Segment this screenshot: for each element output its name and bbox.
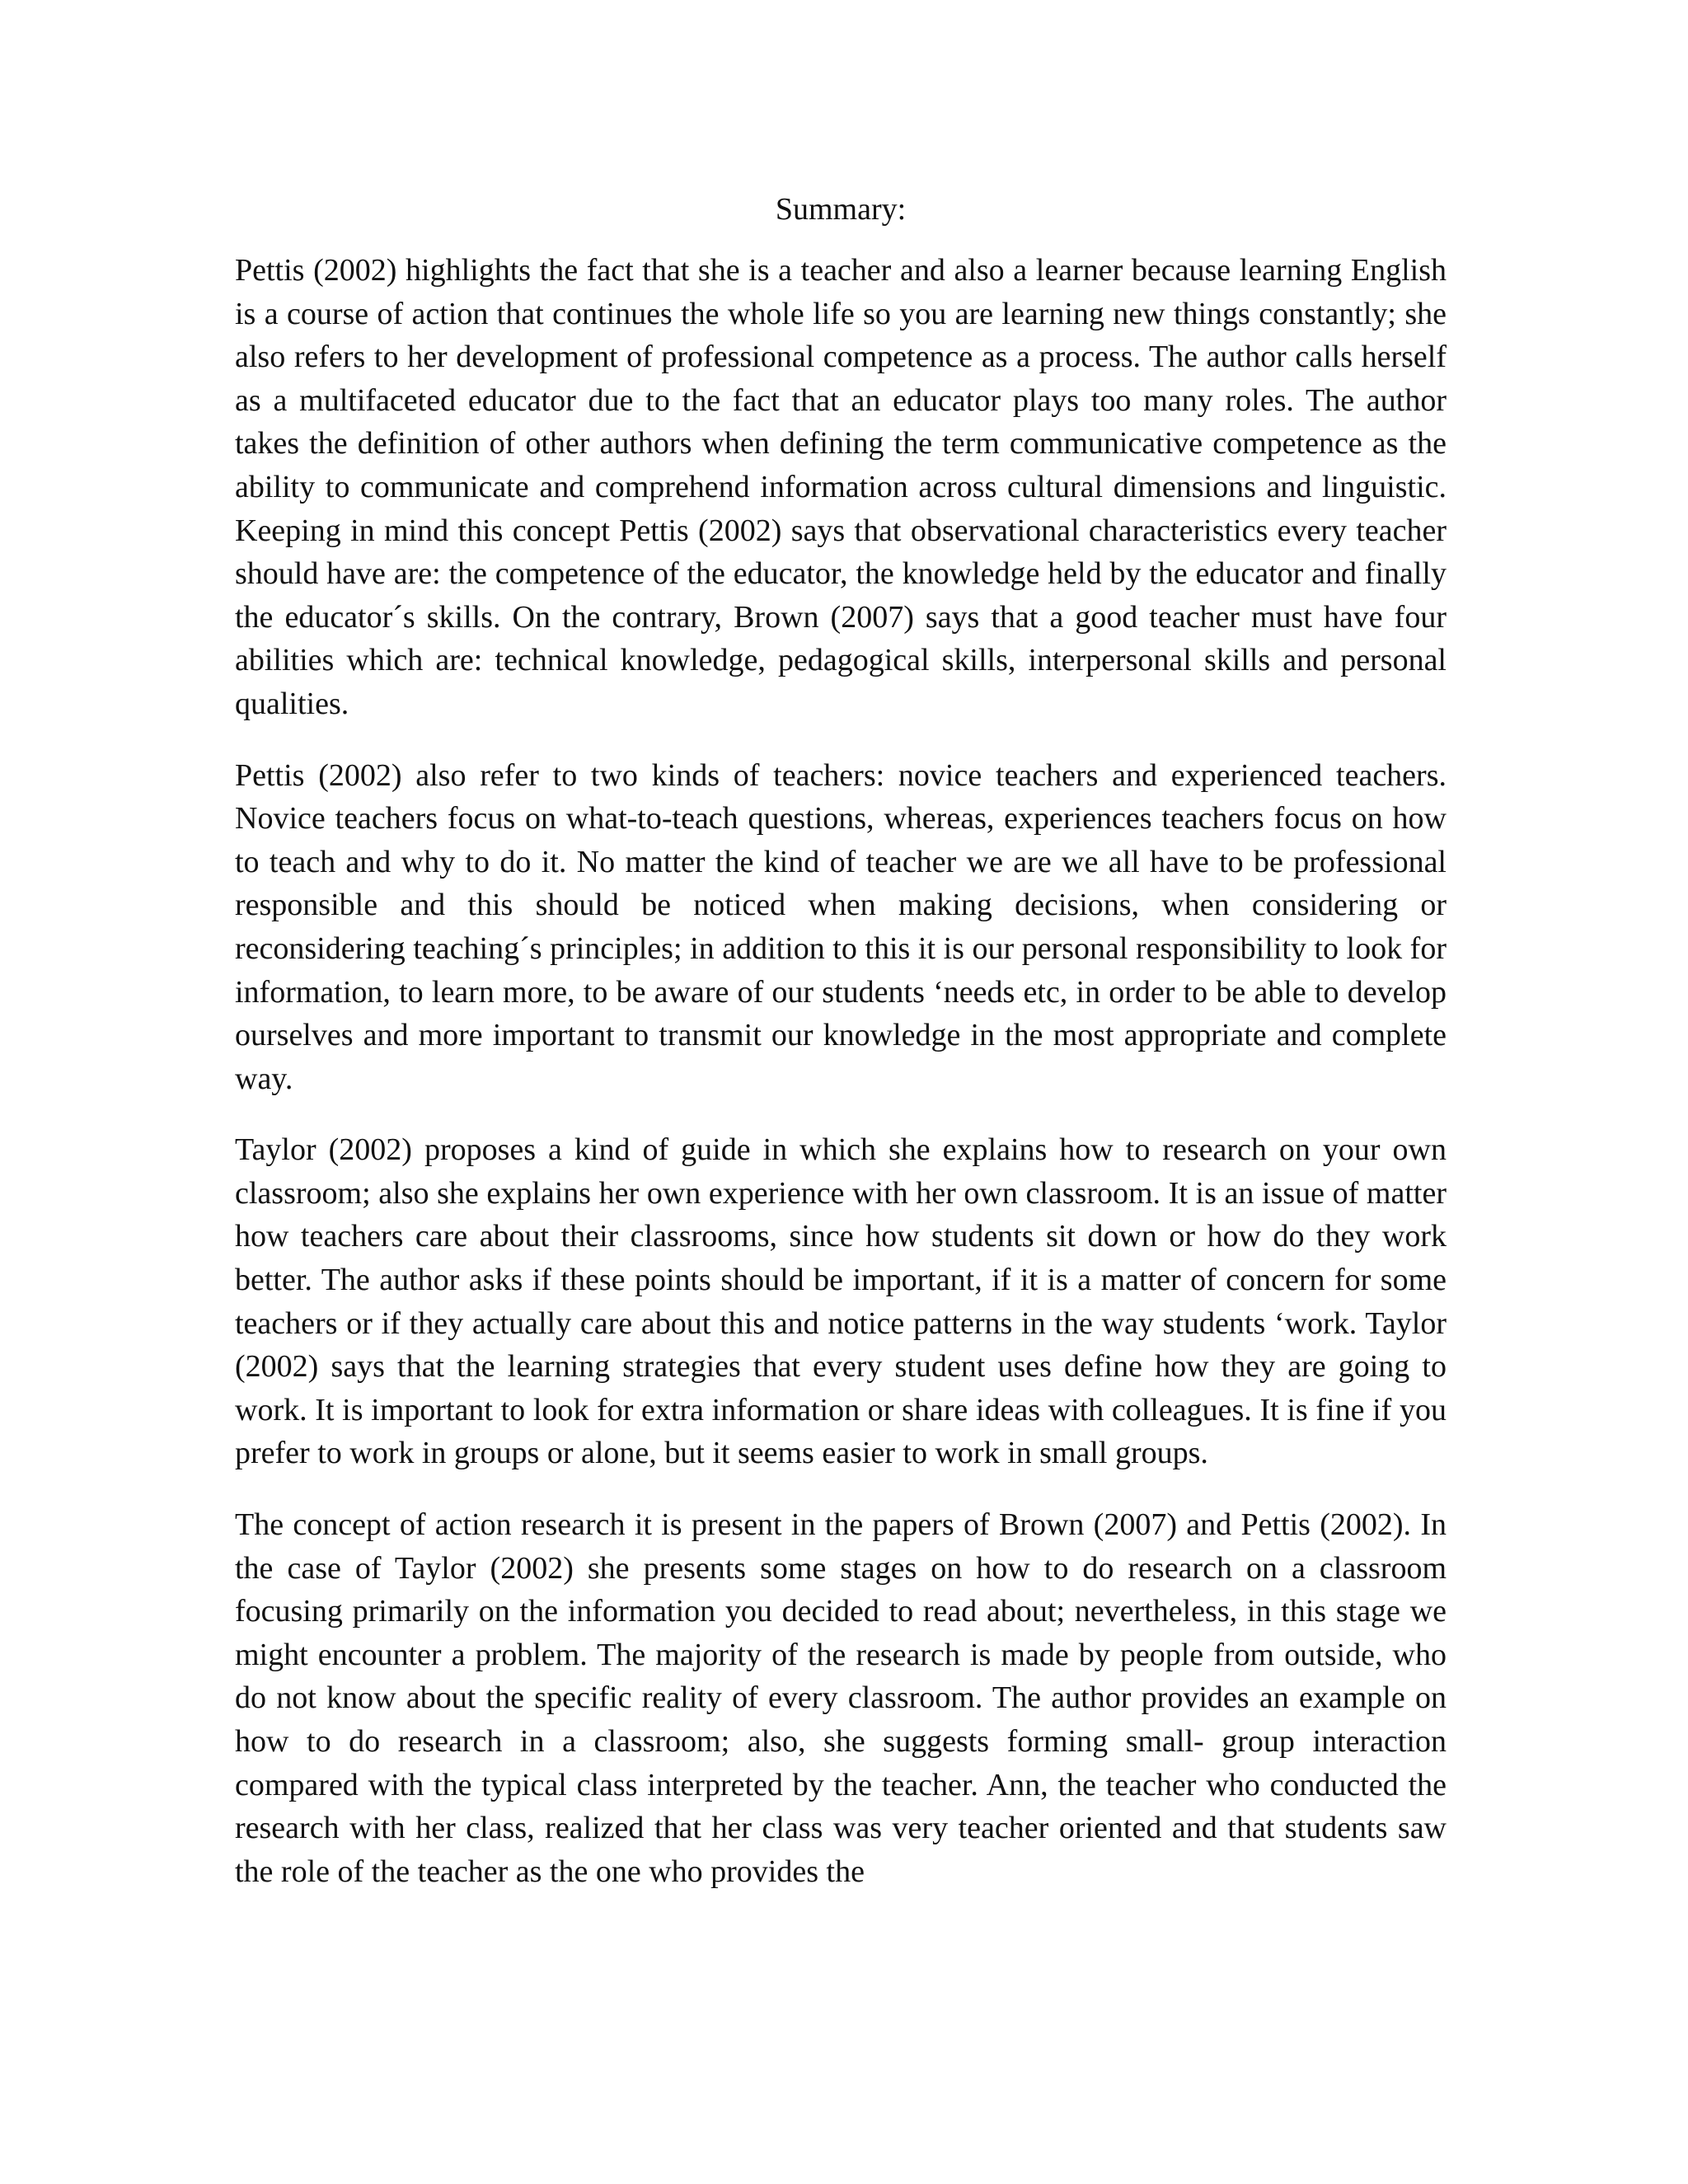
- document-body: [235, 188, 1447, 1921]
- paragraph-1: Pettis (2002) highlights the fact that she is a teacher and also a learner because learning English is a course of action that continues the whole life so you are learning new things constantly; she also refers to her development of professional competence as a process. The author calls herself as a multifaceted educator due to the fact that an educator plays too many roles. The author takes the definition of other authors when defining the term communicative competence as the ability to communicate and comprehend information across cultural dimensions and linguistic. Keeping in mind this concept Pettis (2002) says that observational characteristics every teacher should have are: the competence of the educator, the knowledge held by the educator and finally the educator´s skills. On the contrary, Brown (2007) says that a good teacher must have four abilities which are: technical knowledge, pedagogical skills, interpersonal skills and personal qualities.: [235, 253, 1447, 721]
- paragraph-3: Taylor (2002) proposes a kind of guide in which she explains how to research on your own classroom; also she explains her own experience with her own classroom. It is an issue of matter how teachers care about their classrooms, since how students sit down or how do they work better. The author asks if these points should be important, if it is a matter of concern for some teachers or if they actually care about this and notice patterns in the way students ‘work. Taylor (2002) says that the learning strategies that every student uses define how they are going to work. It is important to look for extra information or share ideas with colleagues. It is fine if you prefer to work in groups or alone, but it seems easier to work in small groups.: [235, 1132, 1447, 1471]
- document-title: Summary:: [775, 192, 907, 227]
- paragraph-4: The concept of action research it is present in the papers of Brown (2007) and Pettis (2002). In the case of Taylor (2002) she presents some stages on how to do research on a classroom focusing primarily on the information you decided to read about; nevertheless, in this stage we might encounter a problem. The majority of the research is made by people from outside, who do not know about the specific reality of every classroom. The author provides an example on how to do research in a classroom; also, she suggests forming small- group interaction compared with the typical class interpreted by the teacher. Ann, the teacher who conducted the research with her class, realized that her class was very teacher oriented and that students saw the role of the teacher as the one who provides the: [235, 1507, 1447, 1889]
- paragraph-2: Pettis (2002) also refer to two kinds of teachers: novice teachers and experienced teachers. Novice teachers focus on what-to-teach questions, whereas, experiences teachers focus on how to teach and why to do it. No matter the kind of teacher we are we all have to be professional responsible and this should be noticed when making decisions, when considering or reconsidering teaching´s principles; in addition to this it is our personal responsibility to look for information, to learn more, to be aware of our students ‘needs etc, in order to be able to develop ourselves and more important to transmit our knowledge in the most appropriate and complete way.: [235, 757, 1447, 1096]
